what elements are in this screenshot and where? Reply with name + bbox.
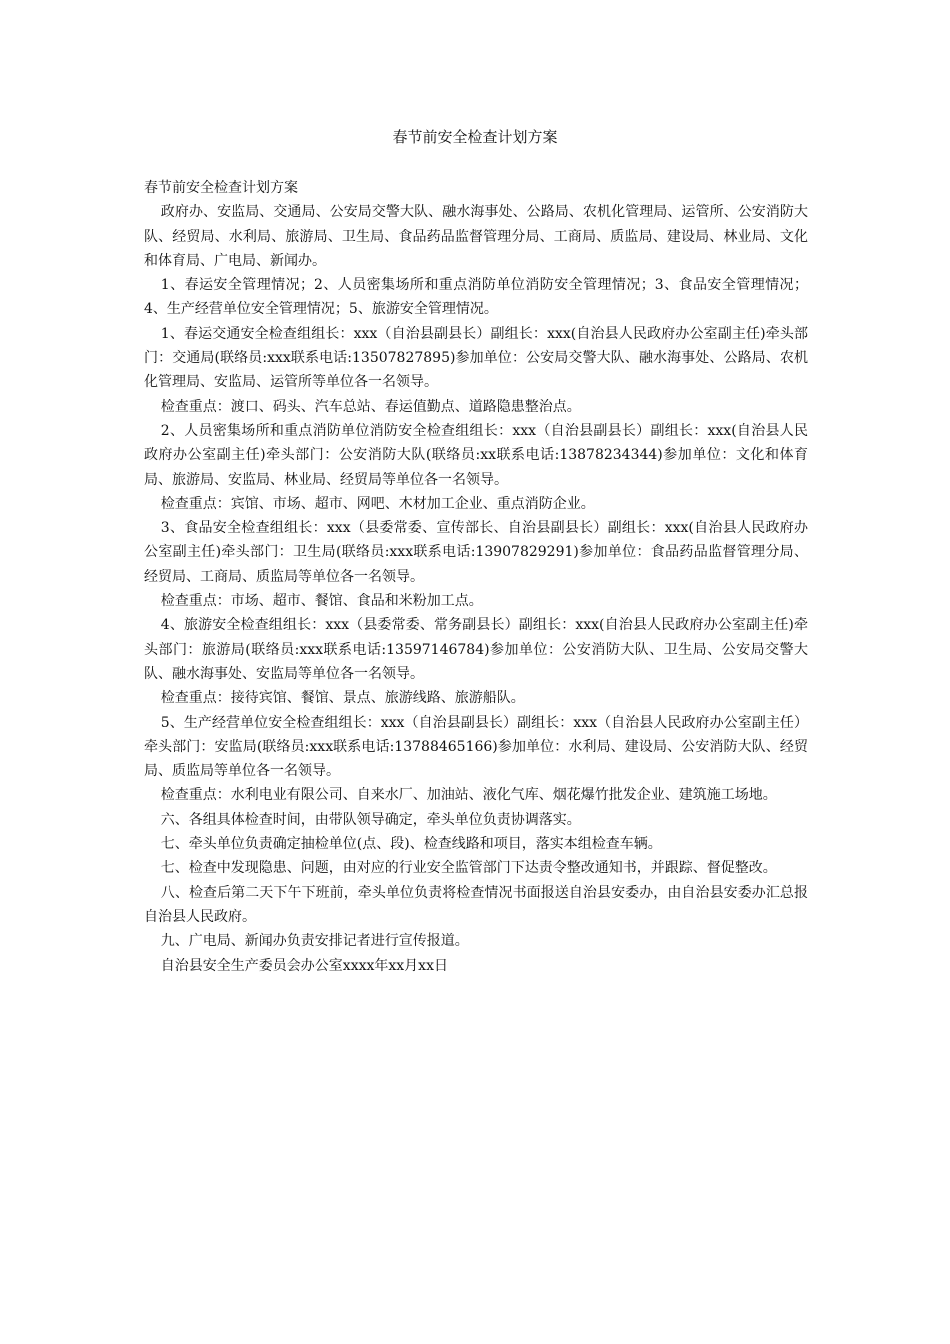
document-signature: 自治县安全生产委员会办公室xxxx年xx月xx日 xyxy=(160,957,448,974)
paragraph-group-4: 4、旅游安全检查组组长：xxx（县委常委、常务副县长）副组长：xxx(自治县人民政府办公室副主任)牵头部门：旅游局(联络员:xxx联系电话:13597146784)参加单位：公安消防大队、卫生局、公安局交警大队、融水海事处、安监局等单位各一名领导。 xyxy=(144,617,808,682)
paragraph-inspection-scope: 1、春运安全管理情况；2、人员密集场所和重点消防单位消防安全管理情况；3、食品安全管理情况；4、生产经营单位安全管理情况；5、旅游安全管理情况。 xyxy=(144,277,808,318)
paragraph-group-3: 3、食品安全检查组组长：xxx（县委常委、宣传部长、自治县副县长）副组长：xxx(自治县人民政府办公室副主任)牵头部门：卫生局(联络员:xxx联系电话:13907829291)参加单位：食品药品监督管理分局、经贸局、工商局、质监局等单位各一名领导。 xyxy=(144,520,808,585)
paragraph-focus-5: 检查重点：水利电业有限公司、自来水厂、加油站、液化气库、烟花爆竹批发企业、建筑施工场地。 xyxy=(160,787,777,804)
paragraph-focus-4: 检查重点：接待宾馆、餐馆、景点、旅游线路、旅游船队。 xyxy=(160,690,525,707)
paragraph-item-8: 八、检查后第二天下午下班前，牵头单位负责将检查情况书面报送自治县安委办，由自治县安委办汇总报自治县人民政府。 xyxy=(144,884,808,925)
paragraph-item-9: 九、广电局、新闻办负责安排记者进行宣传报道。 xyxy=(160,933,469,950)
document-title: 春节前安全检查计划方案 xyxy=(392,128,558,146)
paragraph-item-7a: 七、牵头单位负责确定抽检单位(点、段)、检查线路和项目，落实本组检查车辆。 xyxy=(160,836,662,853)
paragraph-group-1: 1、春运交通安全检查组组长：xxx（自治县副县长）副组长：xxx(自治县人民政府办公室副主任)牵头部门：交通局(联络员:xxx联系电话:13507827895)参加单位：公安局交警大队、融水海事处、公路局、农机化管理局、安监局、运管所等单位各一名领导。 xyxy=(144,325,808,391)
paragraph-item-7b: 七、检查中发现隐患、问题，由对应的行业安全监管部门下达责令整改通知书，并跟踪、督促整改。 xyxy=(160,860,777,877)
paragraph-focus-2: 检查重点：宾馆、市场、超市、网吧、木材加工企业、重点消防企业。 xyxy=(160,495,595,512)
paragraph-group-5: 5、生产经营单位安全检查组组长：xxx（自治县副县长）副组长：xxx（自治县人民政府办公室副主任）牵头部门：安监局(联络员:xxx联系电话:13788465166)参加单位：水利局、建设局、公安消防大队、经贸局、质监局等单位各一名领导。 xyxy=(144,714,808,780)
paragraph-group-2: 2、人员密集场所和重点消防单位消防安全检查组组长：xxx（自治县副县长）副组长：xxx(自治县人民政府办公室副主任)牵头部门：公安消防大队(联络员:xx联系电话:13878234344)参加单位：文化和体育局、旅游局、安监局、林业局、经贸局等单位各一名领导。 xyxy=(144,422,808,488)
body-heading: 春节前安全检查计划方案 xyxy=(144,180,298,196)
paragraph-focus-1: 检查重点：渡口、码头、汽车总站、春运值勤点、道路隐患整治点。 xyxy=(160,398,581,415)
paragraph-item-6: 六、各组具体检查时间，由带队领导确定，牵头单位负责协调落实。 xyxy=(160,811,581,828)
paragraph-departments: 政府办、安监局、交通局、公安局交警大队、融水海事处、公路局、农机化管理局、运管所、公安消防大队、经贸局、水利局、旅游局、卫生局、食品药品监督管理分局、工商局、质监局、建设局、林业局、文化和体育局、广电局、新闻办。 xyxy=(144,204,808,269)
document-body xyxy=(144,176,808,978)
paragraph-focus-3: 检查重点：市场、超市、餐馆、食品和米粉加工点。 xyxy=(160,593,483,610)
